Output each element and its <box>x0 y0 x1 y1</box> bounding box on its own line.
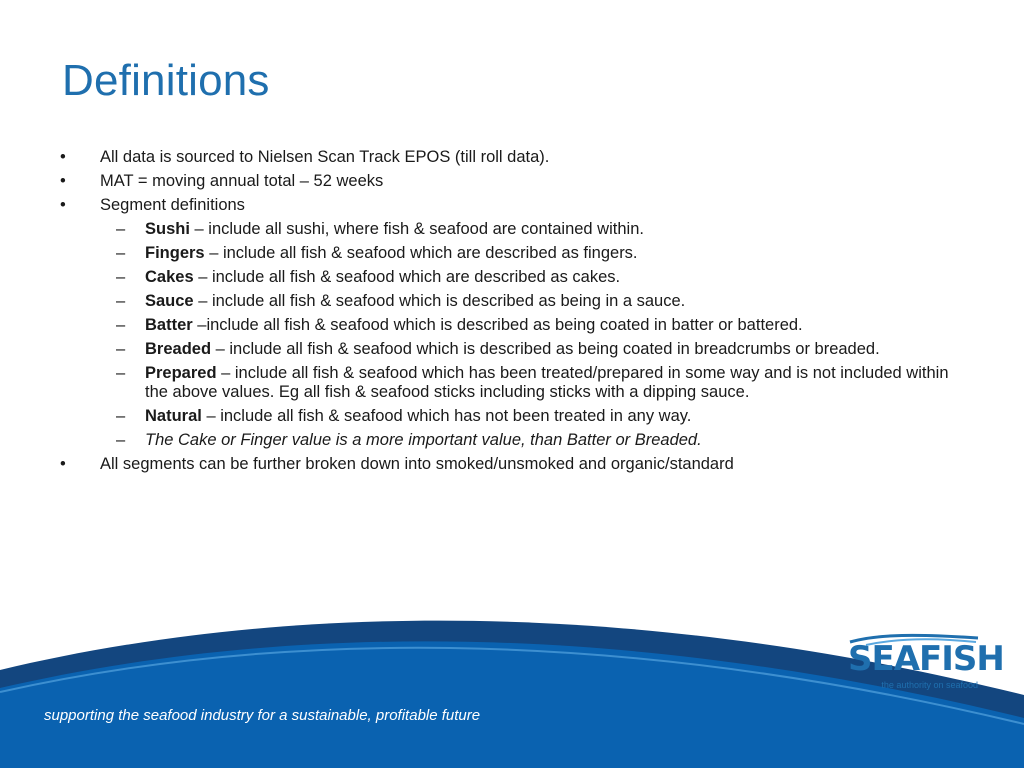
segment-desc: –include all fish & seafood which is described as being coated in batter or battered. <box>192 316 803 334</box>
segment-desc: – include all fish & seafood which has been treated/prepared in some way and is not included within the above values. Eg all fish & seafood sticks including sticks with a dipping sauce. <box>145 364 949 401</box>
dash-marker: – <box>116 220 126 238</box>
segment-desc: – include all fish & seafood which has not been treated in any way. <box>201 407 692 425</box>
bullet-marker: • <box>60 455 66 473</box>
segment-item-natural <box>60 407 960 426</box>
slide-content <box>60 148 960 479</box>
dash-marker: – <box>116 407 126 425</box>
seafish-logo <box>848 632 1004 690</box>
bullet-marker: • <box>60 148 66 166</box>
segment-item-sauce <box>60 292 960 311</box>
segment-desc: – include all fish & seafood which is described as being in a sauce. <box>193 292 686 310</box>
dash-marker: – <box>116 292 126 310</box>
segment-note <box>60 431 960 450</box>
segment-term: Cakes <box>145 268 194 286</box>
dash-marker: – <box>116 364 126 382</box>
segment-desc: – include all sushi, where fish & seafood are contained within. <box>189 220 644 238</box>
bullet-text: MAT = moving annual total – 52 weeks <box>100 172 384 190</box>
slide-title: Definitions <box>62 56 270 105</box>
logo-tagline: the authority on seafood <box>881 680 978 690</box>
note-text: The Cake or Finger value is a more important value, than Batter or Breaded. <box>145 431 702 449</box>
segment-term: Sushi <box>145 220 190 238</box>
bullet-item <box>60 196 960 215</box>
segment-term: Prepared <box>145 364 217 382</box>
segment-term: Fingers <box>145 244 205 262</box>
dash-marker: – <box>116 244 126 262</box>
dash-marker: – <box>116 340 126 358</box>
dash-marker: – <box>116 431 126 449</box>
segment-desc: – include all fish & seafood which is described as being coated in breadcrumbs or breaded. <box>211 340 880 358</box>
segment-desc: – include all fish & seafood which are described as cakes. <box>193 268 621 286</box>
segment-desc: – include all fish & seafood which are described as fingers. <box>204 244 638 262</box>
bullet-marker: • <box>60 172 66 190</box>
segment-term: Batter <box>145 316 193 334</box>
segment-item-sushi <box>60 220 960 239</box>
segment-item-cakes <box>60 268 960 287</box>
segment-term: Breaded <box>145 340 212 358</box>
segment-term: Natural <box>145 407 202 425</box>
dash-marker: – <box>116 316 126 334</box>
segment-item-batter <box>60 316 960 335</box>
dash-marker: – <box>116 268 126 286</box>
bullet-item <box>60 148 960 167</box>
bullet-text: Segment definitions <box>100 196 245 214</box>
footer-tagline: supporting the seafood industry for a sustainable, profitable future <box>44 707 481 724</box>
segment-item-breaded <box>60 340 960 359</box>
segment-item-prepared <box>60 364 960 402</box>
bullet-item <box>60 172 960 191</box>
segment-item-fingers <box>60 244 960 263</box>
segment-term: Sauce <box>145 292 194 310</box>
bullet-text: All segments can be further broken down into smoked/unsmoked and organic/standard <box>100 455 734 473</box>
bullet-text: All data is sourced to Nielsen Scan Track EPOS (till roll data). <box>100 148 550 166</box>
bullet-item <box>60 455 960 474</box>
logo-wordmark: SEAFISH <box>848 639 1004 679</box>
bullet-marker: • <box>60 196 66 214</box>
